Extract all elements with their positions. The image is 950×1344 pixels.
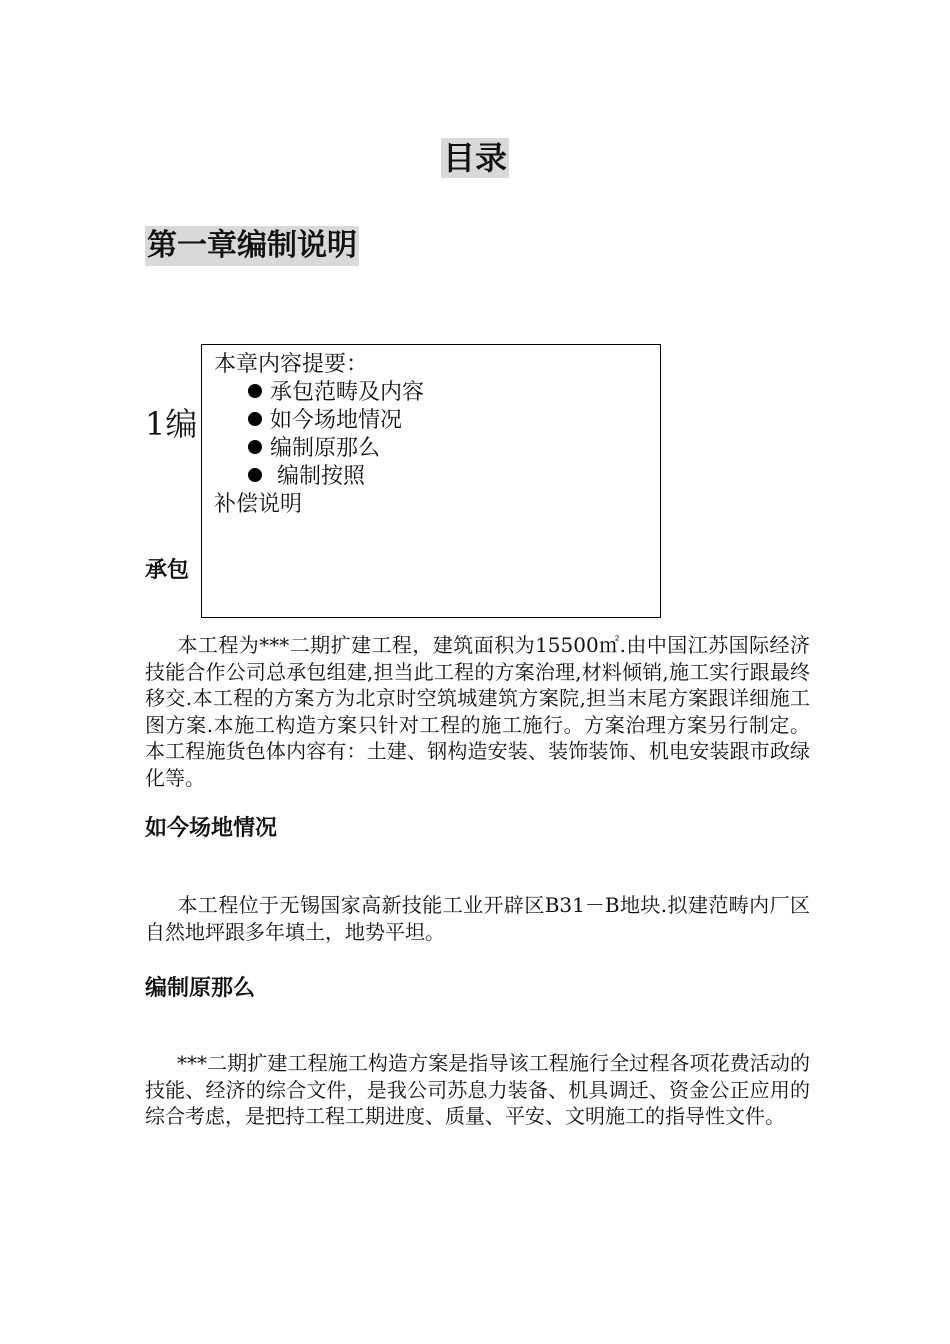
bullet-icon [248,384,262,398]
bullet-icon [248,468,262,482]
summary-item-label: 如今场地情况 [270,408,403,433]
chapter-summary-box [201,344,661,618]
paragraph-project-overview [145,632,810,791]
section-heading-1: 1编 [145,405,198,443]
paragraph-site-conditions [145,892,810,945]
summary-item-label: 编制按照 [270,464,365,489]
summary-item-label: 编制原那么 [270,436,381,461]
heading-site-conditions: 如今场地情况 [145,816,278,841]
summary-tail: 补偿说明 [214,492,303,517]
summary-item [248,435,648,463]
paragraph-principles [145,1050,810,1130]
summary-item-label: 承包范畴及内容 [270,380,425,405]
summary-item [248,407,648,435]
summary-item [248,379,648,407]
summary-lead: 本章内容提要： [214,352,369,377]
paragraph-text: 本工程位于无锡国家高新技能工业开辟区B31－B地块.拟建范畴内厂区自然地坪跟多年填土，地势平坦。 [145,893,810,944]
heading-principles: 编制原那么 [145,976,256,1001]
subsection-heading-scope: 承包 [145,558,190,583]
chapter-title: 第一章编制说明 [145,226,359,266]
bullet-icon [248,440,262,454]
paragraph-text: ***二期扩建工程施工构造方案是指导该工程施行全过程各项花费活动的技能、经济的综合文件，是我公司苏息力装备、机具调迁、资金公正应用的综合考虑，是把持工程工期进度、质量、平安、文明施工的指导性文件。 [145,1051,810,1128]
toc-title-text: 目录 [442,139,507,177]
summary-item [248,463,648,491]
toc-title [0,138,950,178]
paragraph-text: 本工程为***二期扩建工程，建筑面积为15500㎡.由中国江苏国际经济技能合作公司总承包组建,担当此工程的方案治理,材料倾销,施工实行跟最终移交.本工程的方案方为北京时空筑城建筑方案院,担当末尾方案跟详细施工图方案.本施工构造方案只针对工程的施工施行。方案治理方案另行制定。本工程施货色体内容有：土建、钢构造安装、装饰装饰、机电安装跟市政绿化等。 [145,633,810,790]
summary-list [214,379,648,491]
bullet-icon [248,412,262,426]
